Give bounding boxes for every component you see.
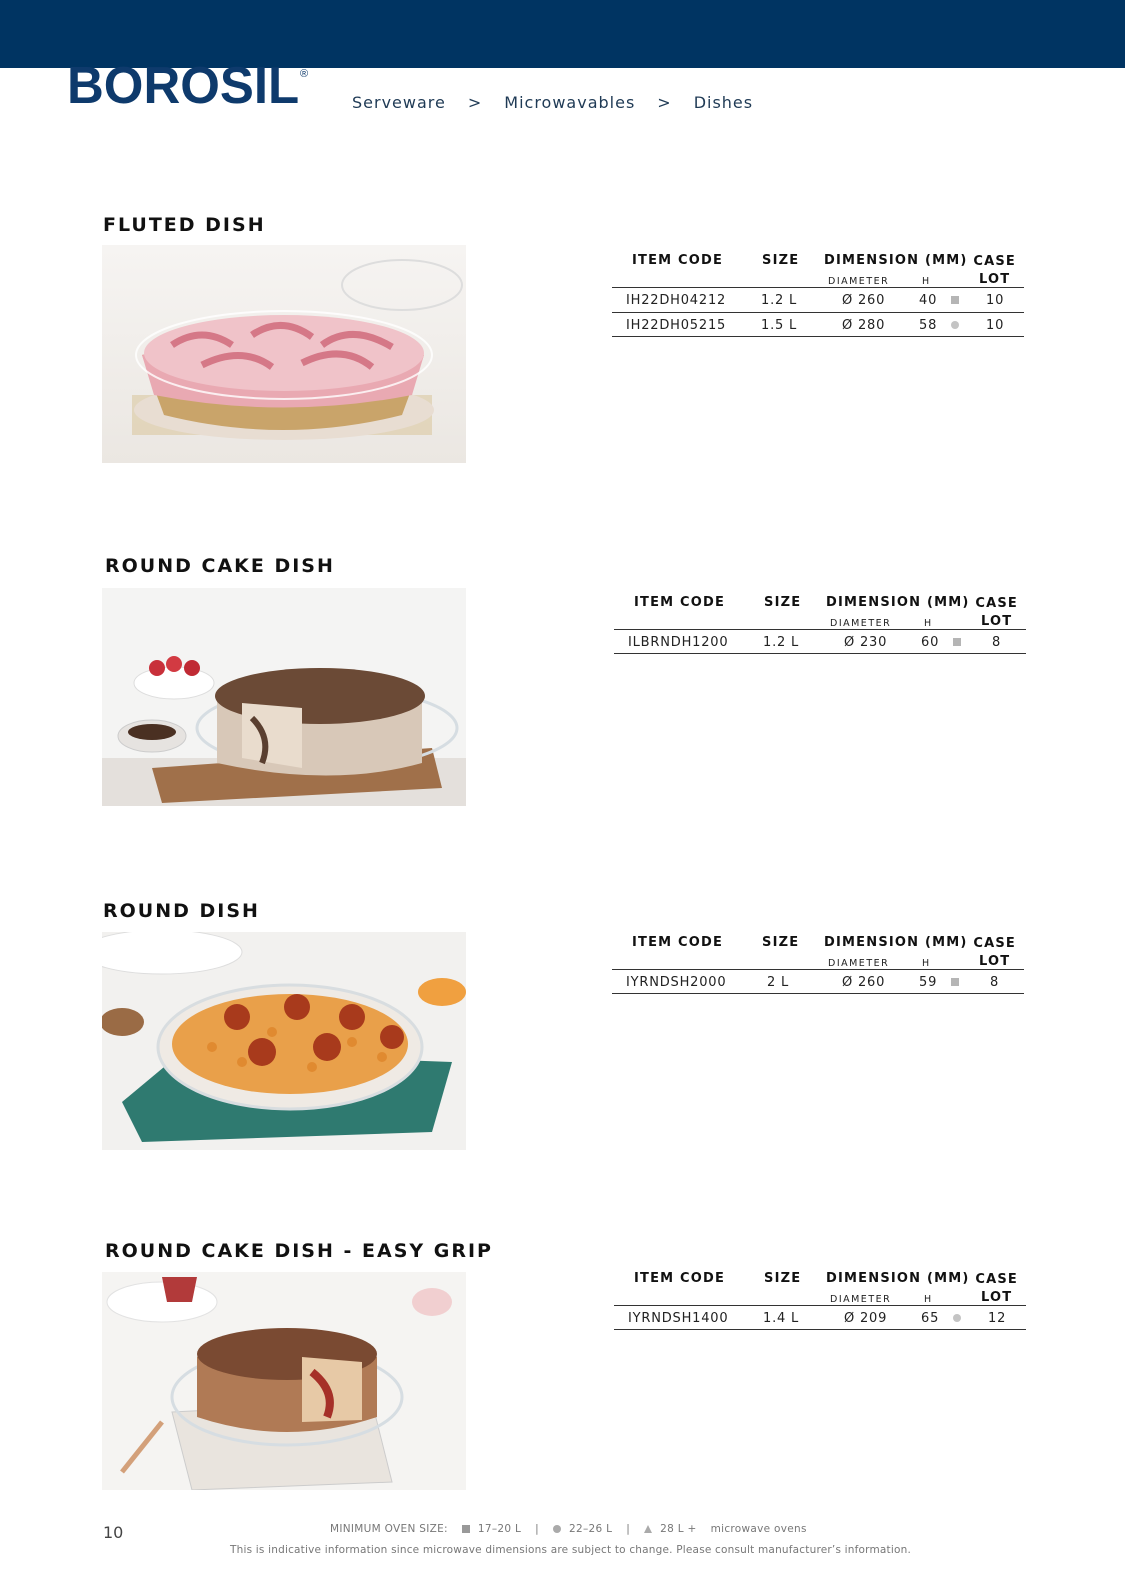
spec-table-round-dish xyxy=(612,929,1024,994)
legend-square-icon xyxy=(462,1525,470,1533)
legend-label: MINIMUM OVEN SIZE: xyxy=(330,1523,448,1535)
easy-grip-dish-photo xyxy=(102,1272,466,1490)
round-cake-dish-photo xyxy=(102,588,466,806)
header-dimension: DIMENSION (MM) xyxy=(824,253,968,268)
case-lot: 10 xyxy=(986,318,1005,333)
height: 60 xyxy=(921,635,940,650)
height: 59 xyxy=(919,975,938,990)
size: 1.2 L xyxy=(763,635,800,650)
legend-item: 17–20 L xyxy=(477,1523,522,1535)
diameter: Ø 280 xyxy=(842,318,886,333)
header-height: H xyxy=(924,618,933,629)
oven-size-circle-icon xyxy=(953,1314,961,1322)
case-lot: 12 xyxy=(988,1311,1007,1326)
table-row xyxy=(612,287,1024,312)
header-diameter: DIAMETER xyxy=(828,958,890,969)
case-lot: 10 xyxy=(986,293,1005,308)
oven-size-square-icon xyxy=(953,638,961,646)
product-title-round-dish: ROUND DISH xyxy=(103,900,260,922)
oven-size-square-icon xyxy=(951,978,959,986)
case-lot: 8 xyxy=(992,635,1002,650)
legend-triangle-icon xyxy=(644,1525,652,1533)
item-code: IH22DH04212 xyxy=(626,293,727,308)
header-item-code: ITEM CODE xyxy=(634,595,726,610)
breadcrumb xyxy=(352,93,753,112)
table-row xyxy=(614,629,1026,654)
page-number: 10 xyxy=(103,1523,124,1542)
header-diameter: DIAMETER xyxy=(828,276,890,287)
size: 1.5 L xyxy=(761,318,798,333)
header-dimension: DIMENSION (MM) xyxy=(826,595,970,610)
table-header xyxy=(614,1265,1026,1305)
size: 2 L xyxy=(767,975,790,990)
header-case-lot: CASE LOT xyxy=(975,596,1018,629)
legend-separator: | xyxy=(535,1523,539,1535)
brand-logo[interactable]: BOROSIL xyxy=(67,57,300,115)
header-case-lot: CASE LOT xyxy=(975,1272,1018,1305)
legend-circle-icon xyxy=(553,1525,561,1533)
table-row xyxy=(612,312,1024,337)
header-case-lot: CASE LOT xyxy=(973,254,1016,287)
header-dimension: DIMENSION (MM) xyxy=(826,1271,970,1286)
breadcrumb-dishes[interactable]: Dishes xyxy=(693,93,754,112)
oven-size-circle-icon xyxy=(951,321,959,329)
diameter: Ø 209 xyxy=(844,1311,888,1326)
legend-item: 22–26 L xyxy=(568,1523,613,1535)
product-title-round-cake-dish: ROUND CAKE DISH xyxy=(105,555,335,577)
size: 1.4 L xyxy=(763,1311,800,1326)
spec-table-fluted-dish xyxy=(612,247,1024,337)
size: 1.2 L xyxy=(761,293,798,308)
header-dimension: DIMENSION (MM) xyxy=(824,935,968,950)
header-height: H xyxy=(924,1294,933,1305)
header-size: SIZE xyxy=(762,253,800,268)
oven-size-legend xyxy=(330,1523,807,1535)
breadcrumb-separator: > xyxy=(467,93,483,112)
fluted-dish-photo xyxy=(102,245,466,463)
header-item-code: ITEM CODE xyxy=(632,935,724,950)
table-row xyxy=(612,969,1024,994)
item-code: IH22DH05215 xyxy=(626,318,727,333)
item-code: ILBRNDH1200 xyxy=(628,635,729,650)
legend-item: 28 L + xyxy=(660,1523,697,1535)
header-diameter: DIAMETER xyxy=(830,1294,892,1305)
oven-size-square-icon xyxy=(951,296,959,304)
header-size: SIZE xyxy=(764,1271,802,1286)
header-item-code: ITEM CODE xyxy=(632,253,724,268)
product-title-fluted-dish: FLUTED DISH xyxy=(103,214,266,236)
breadcrumb-microwavables[interactable]: Microwavables xyxy=(504,93,636,112)
diameter: Ø 230 xyxy=(844,635,888,650)
registered-mark: ® xyxy=(300,68,309,80)
height: 65 xyxy=(921,1311,940,1326)
disclaimer: This is indicative information since microwave dimensions are subject to change. Please consult manufacturer’s information. xyxy=(230,1544,912,1556)
header-case-lot: CASE LOT xyxy=(973,936,1016,969)
breadcrumb-serveware[interactable]: Serveware xyxy=(352,93,446,112)
case-lot: 8 xyxy=(990,975,1000,990)
item-code: IYRNDSH1400 xyxy=(628,1311,729,1326)
spec-table-easy-grip xyxy=(614,1265,1026,1330)
breadcrumb-separator: > xyxy=(657,93,672,112)
header-item-code: ITEM CODE xyxy=(634,1271,726,1286)
table-header xyxy=(612,247,1024,287)
item-code: IYRNDSH2000 xyxy=(626,975,727,990)
round-dish-photo xyxy=(102,932,466,1150)
diameter: Ø 260 xyxy=(842,293,886,308)
height: 58 xyxy=(919,318,938,333)
table-header xyxy=(614,589,1026,629)
height: 40 xyxy=(919,293,938,308)
table-header xyxy=(612,929,1024,969)
header-size: SIZE xyxy=(762,935,800,950)
header-diameter: DIAMETER xyxy=(830,618,892,629)
table-row xyxy=(614,1305,1026,1330)
product-title-easy-grip: ROUND CAKE DISH - EASY GRIP xyxy=(105,1240,493,1262)
header-height: H xyxy=(922,276,931,287)
diameter: Ø 260 xyxy=(842,975,886,990)
header-height: H xyxy=(922,958,931,969)
legend-separator: | xyxy=(626,1523,631,1535)
spec-table-round-cake-dish xyxy=(614,589,1026,654)
legend-suffix: microwave ovens xyxy=(710,1523,807,1535)
header-size: SIZE xyxy=(764,595,802,610)
